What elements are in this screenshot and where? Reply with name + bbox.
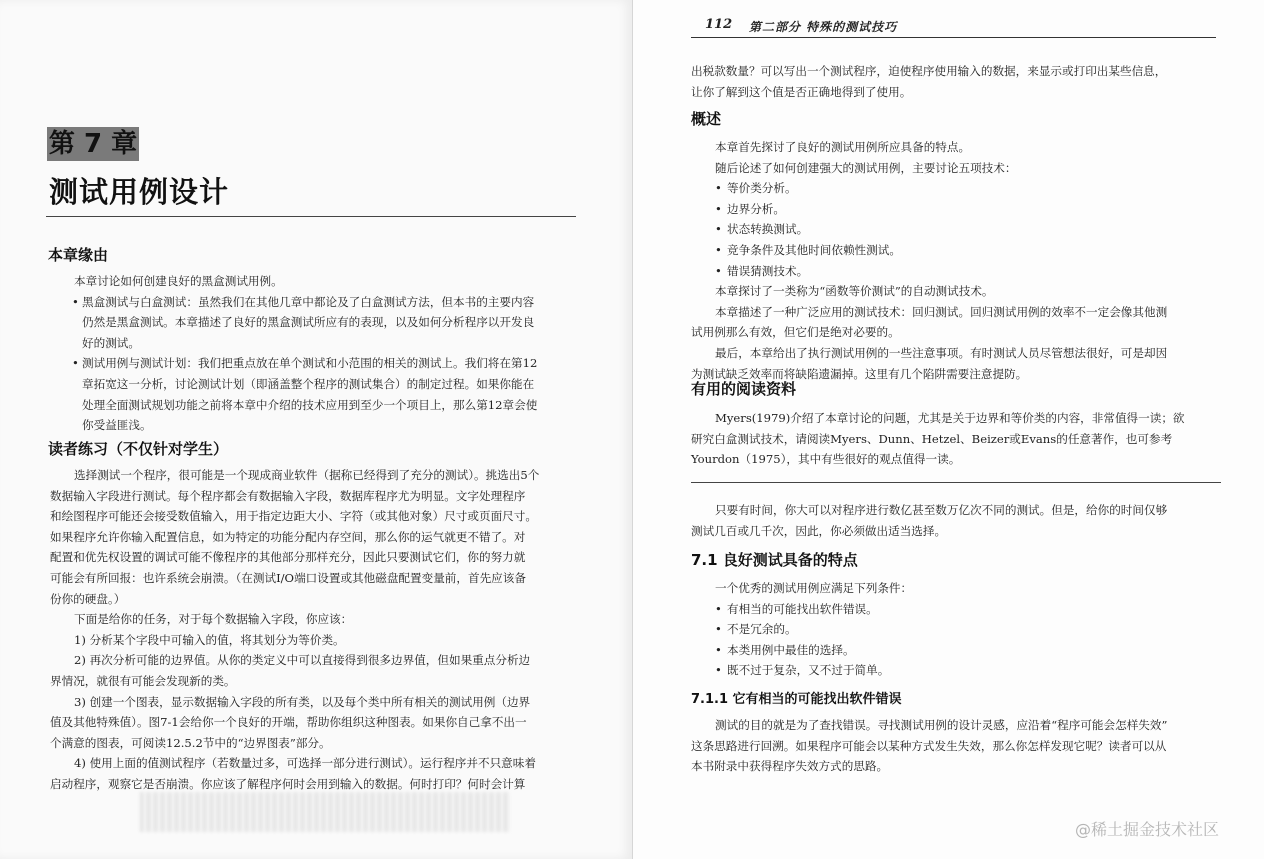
intro-paragraph: 本章讨论如何创建良好的黑盒测试用例。 — [74, 274, 283, 288]
task-3-line: 3) 创建一个图表，显示数据输入字段的所有类，以及每个类中所有相关的测试用例（边界 — [74, 694, 531, 709]
text-line: 最后，本章给出了执行测试用例的一些注意事项。有时测试人员尽管想法很好，可是却因 — [715, 345, 1168, 360]
overview-body — [691, 137, 1221, 384]
bullet-text: 不是冗余的。 — [727, 622, 797, 637]
text-line: 和绘图程序可能还会接受数值输入，用于指定边距大小、字符（或其他对象）尺寸或页面尺寸。 — [50, 509, 537, 524]
task-4-line: 启动程序，观察它是否崩溃。你应该了解程序何时会用到输入的数据。何时打印？何时会计算 — [50, 776, 526, 791]
bullet-item — [50, 292, 580, 354]
section-heading-exercise: 读者练习（不仅针对学生） — [48, 440, 229, 458]
bullet-dot: • — [72, 294, 79, 309]
bullet-item — [50, 353, 580, 435]
bullet-text: 既不过于复杂，又不过于简单。 — [727, 663, 890, 678]
title-rule — [46, 216, 576, 217]
text-line: 测试几百或几千次，因此，你必须做出适当选择。 — [691, 523, 947, 538]
section-heading-reason: 本章缘由 — [48, 246, 109, 264]
bullet-text: 有相当的可能找出软件错误。 — [727, 601, 878, 616]
continued-paragraph — [691, 61, 1221, 102]
bullet-item — [715, 219, 1221, 240]
bullet-line: 你受益匪浅。 — [82, 418, 152, 433]
section-exercise-body — [50, 465, 580, 795]
bullet-dot: • — [715, 601, 722, 616]
task-1: 1) 分析某个字段中可输入的值，将其划分为等价类。 — [74, 632, 345, 647]
text-line: 选择测试一个程序，很可能是一个现成商业软件（据称已经得到了充分的测试）。挑选出5个 — [74, 468, 540, 482]
chapter-number-label: 第 7 章 — [48, 129, 138, 159]
watermark-text: @稀土掘金技术社区 — [1075, 820, 1220, 839]
bullet-line: 仍然是黑盒测试。本章描述了良好的黑盒测试所应有的表现，以及如何分析程序以开发良 — [82, 315, 535, 330]
task-2-line: 界情况，就很有可能会发现新的类。 — [50, 673, 236, 688]
scan-artifact — [140, 792, 510, 832]
bullet-item — [715, 261, 1221, 282]
text-line: 份你的硬盘。） — [50, 591, 126, 606]
text-line: 随后论述了如何创建强大的测试用例，主要讨论五项技术： — [715, 160, 1017, 175]
bullet-item — [715, 619, 1221, 640]
tasks-intro: 下面是给你的任务，对于每个数据输入字段，你应该： — [74, 612, 353, 627]
bullet-dot: • — [715, 181, 722, 196]
section-heading-reading: 有用的阅读资料 — [691, 380, 797, 398]
text-line: 如果程序允许你输入配置信息，如为特定的功能分配内存空间，那么你的运气就更不错了。对 — [50, 529, 526, 544]
text-line: 这条思路进行回溯。如果程序可能会以某种方式发生失效，那么你怎样发现它呢？读者可以从 — [691, 738, 1167, 753]
bullet-dot: • — [715, 263, 722, 278]
bullet-dot: • — [715, 242, 722, 257]
exercise-paragraph — [50, 465, 580, 486]
task-2-line: 2) 再次分析可能的边界值。从你的类定义中可以直接得到很多边界值，但如果重点分析边 — [74, 653, 531, 668]
bullet-text: 本类用例中最佳的选择。 — [727, 642, 855, 657]
text-line: 本章首先探讨了良好的测试用例所应具备的特点。 — [715, 140, 971, 154]
section-heading-7-1: 7.1 良好测试具备的特点 — [691, 551, 858, 569]
text-line: Myers(1979)介绍了本章讨论的问题，尤其是关于边界和等价类的内容，非常值得一读；欲 — [715, 411, 1185, 425]
bullet-dot: • — [715, 201, 722, 216]
bullet-dot: • — [715, 222, 722, 237]
bullet-text: 等价类分析。 — [727, 181, 797, 196]
section-reason-body — [50, 271, 580, 436]
section-7-1-body — [691, 578, 1221, 681]
text-line: Yourdon（1975），其中有些很好的观点值得一读。 — [691, 452, 961, 467]
right-page — [632, 0, 1264, 859]
bullet-line: 黑盒测试与白盒测试：虽然我们在其他几章中都论及了白盒测试方法，但本书的主要内容 — [82, 294, 535, 309]
bullet-text: 状态转换测试。 — [727, 222, 809, 237]
bullet-text: 边界分析。 — [727, 201, 785, 216]
bullet-dot: • — [715, 663, 722, 678]
text-line: 试用例那么有效，但它们是绝对必要的。 — [691, 325, 900, 340]
text-line: 测试的目的就是为了查找错误。寻找测试用例的设计灵感，应沿着“程序可能会怎样失效” — [715, 718, 1168, 732]
bullet-dot: • — [72, 356, 79, 371]
text-line: 配置和优先权设置的调试可能不像程序的其他部分那样充分，因此只要测试它们，你的努力就 — [50, 550, 526, 565]
chapter-title: 测试用例设计 — [49, 175, 230, 209]
intro-after-rule — [691, 500, 1221, 541]
text-line: 为测试缺乏效率而将缺陷遗漏掉。这里有几个陷阱需要注意提防。 — [691, 366, 1028, 381]
section-heading-overview: 概述 — [691, 110, 722, 128]
bullet-item — [715, 640, 1221, 661]
bullet-line: 测试用例与测试计划：我们把重点放在单个测试和小范围的相关的测试上。我们将在第12 — [82, 356, 538, 371]
task-4-line: 4) 使用上面的值测试程序（若数量过多，可选择一部分进行测试）。运行程序并不只意味着 — [74, 756, 536, 771]
bullet-dot: • — [715, 622, 722, 637]
text-line: 一个优秀的测试用例应满足下列条件： — [715, 581, 913, 595]
section-separator-rule — [691, 482, 1221, 483]
bullet-line: 好的测试。 — [82, 335, 140, 350]
text-line: 数据输入字段进行测试。每个程序都会有数据输入字段，数据库程序尤为明显。文字处理程序 — [50, 488, 526, 503]
text-line: 本书附录中获得程序失效方式的思路。 — [691, 759, 889, 774]
text-line: 让你了解到这个值是否正确地得到了使用。 — [691, 84, 912, 99]
bullet-text: 错误猜测技术。 — [727, 263, 809, 278]
bullet-dot: • — [715, 642, 722, 657]
page-number: 112 — [705, 17, 733, 32]
section-7-1-1-body — [691, 715, 1221, 777]
bullet-item — [715, 240, 1221, 261]
text-line: 本章描述了一种广泛应用的测试技术：回归测试。回归测试用例的效率不一定会像其他测 — [715, 304, 1168, 319]
text-line: 只要有时间，你大可以对程序进行数亿甚至数万亿次不同的测试。但是，给你的时间仅够 — [715, 503, 1168, 517]
bullet-item — [715, 199, 1221, 220]
section-heading-7-1-1: 7.1.1 它有相当的可能找出软件错误 — [691, 692, 902, 707]
text-line: 研究白盒测试技术，请阅读Myers、Dunn、Hetzel、Beizer或Evans的任意著作，也可参考 — [691, 431, 1173, 446]
bullet-item — [715, 599, 1221, 620]
bullet-item — [715, 178, 1221, 199]
running-header-title: 第二部分 特殊的测试技巧 — [749, 20, 898, 34]
bullet-line: 章拓宽这一分析，讨论测试计划（即涵盖整个程序的测试集合）的制定过程。如果你能在 — [82, 376, 535, 391]
task-3-line: 个满意的图表，可阅读12.5.2节中的“边界图表”部分。 — [50, 735, 331, 750]
bullet-item — [715, 660, 1221, 681]
text-line: 可能会有所回报：也许系统会崩溃。（在测试I/O端口设置或其他磁盘配置变量前，首先应该备 — [50, 570, 526, 585]
text-line: 本章探讨了一类称为“函数等价测试”的自动测试技术。 — [715, 284, 994, 299]
bullet-text: 竞争条件及其他时间依赖性测试。 — [727, 242, 901, 257]
bullet-line: 处理全面测试规划功能之前将本章中介绍的技术应用到至少一个项目上，那么第12章会使 — [82, 397, 538, 412]
text-line: 出税款数量？可以写出一个测试程序，迫使程序使用输入的数据，来显示或打印出某些信息， — [691, 64, 1167, 78]
reading-body — [691, 408, 1221, 470]
task-3-line: 值及其他特殊值）。图7-1会给你一个良好的开端，帮助你组织这种图表。如果你自己拿不出一 — [50, 715, 527, 730]
